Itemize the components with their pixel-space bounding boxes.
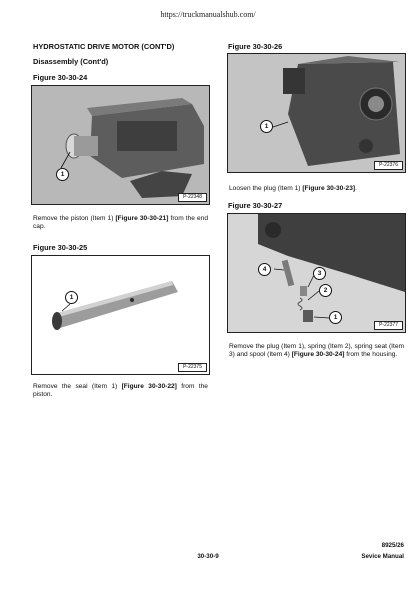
figure-26-photo: [228, 54, 405, 172]
figure-25-photo: [32, 256, 209, 374]
figure-27-callout-3: 3: [313, 267, 326, 280]
figure-reference: [Figure 30-30-23]: [302, 185, 356, 192]
figure-27-frame: [227, 213, 406, 333]
right-paragraph-1-text: Loosen the plug (Item 1) [Figure 30-30-23].: [229, 185, 357, 192]
section-title: HYDROSTATIC DRIVE MOTOR (CONT'D): [33, 42, 175, 51]
figure-24-frame: [31, 85, 210, 205]
left-paragraph-2: [33, 383, 208, 400]
right-paragraph-2: [229, 343, 404, 360]
figure-25-frame: [31, 255, 210, 375]
right-paragraph-2-text: Remove the plug (Item 1), spring (Item 2), spring seat (Item 3) and spool (Item 4) [Figure 30-30-24] from the housing.: [229, 343, 404, 359]
left-paragraph-1-text: Remove the piston (Item 1) [Figure 30-30-21] from the end cap.: [33, 215, 208, 231]
figure-reference: [Figure 30-30-22]: [121, 383, 177, 390]
figure-reference: [Figure 30-30-24]: [291, 351, 345, 359]
figure-27-code: P-22377: [374, 321, 403, 330]
subsection-title: Disassembly (Cont'd): [33, 57, 109, 66]
manual-name: Sevice Manual: [361, 553, 404, 560]
figure-27-callout-4: 4: [258, 263, 271, 276]
figure-26-frame: [227, 53, 406, 173]
figure-24-callout-1: 1: [56, 168, 69, 181]
figure-25-title: Figure 30-30-25: [33, 243, 88, 252]
figure-25-callout-1: 1: [65, 291, 78, 304]
left-paragraph-1: [33, 215, 208, 232]
figure-24-photo: [32, 86, 209, 204]
figure-27-callout-2: 2: [319, 284, 332, 297]
figure-27-title: Figure 30-30-27: [228, 201, 283, 210]
left-paragraph-2-text: Remove the seal (Item 1) [Figure 30-30-22] from the piston.: [33, 383, 208, 399]
right-paragraph-1: [229, 185, 404, 193]
figure-26-code: P-22376: [374, 161, 403, 170]
header-url[interactable]: https://truckmanualshub.com/: [160, 10, 256, 19]
figure-reference: [Figure 30-30-21]: [115, 215, 169, 222]
figure-25-code: P-22375: [178, 363, 207, 372]
figure-24-title: Figure 30-30-24: [33, 73, 88, 82]
figure-27-callout-1: 1: [329, 311, 342, 324]
figure-24-code: P-22348: [178, 193, 207, 202]
doc-number: 8925/26: [381, 542, 404, 549]
figure-26-title: Figure 30-30-26: [228, 42, 283, 51]
page-number: 30-30-9: [197, 553, 219, 560]
figure-26-callout-1: 1: [260, 120, 273, 133]
